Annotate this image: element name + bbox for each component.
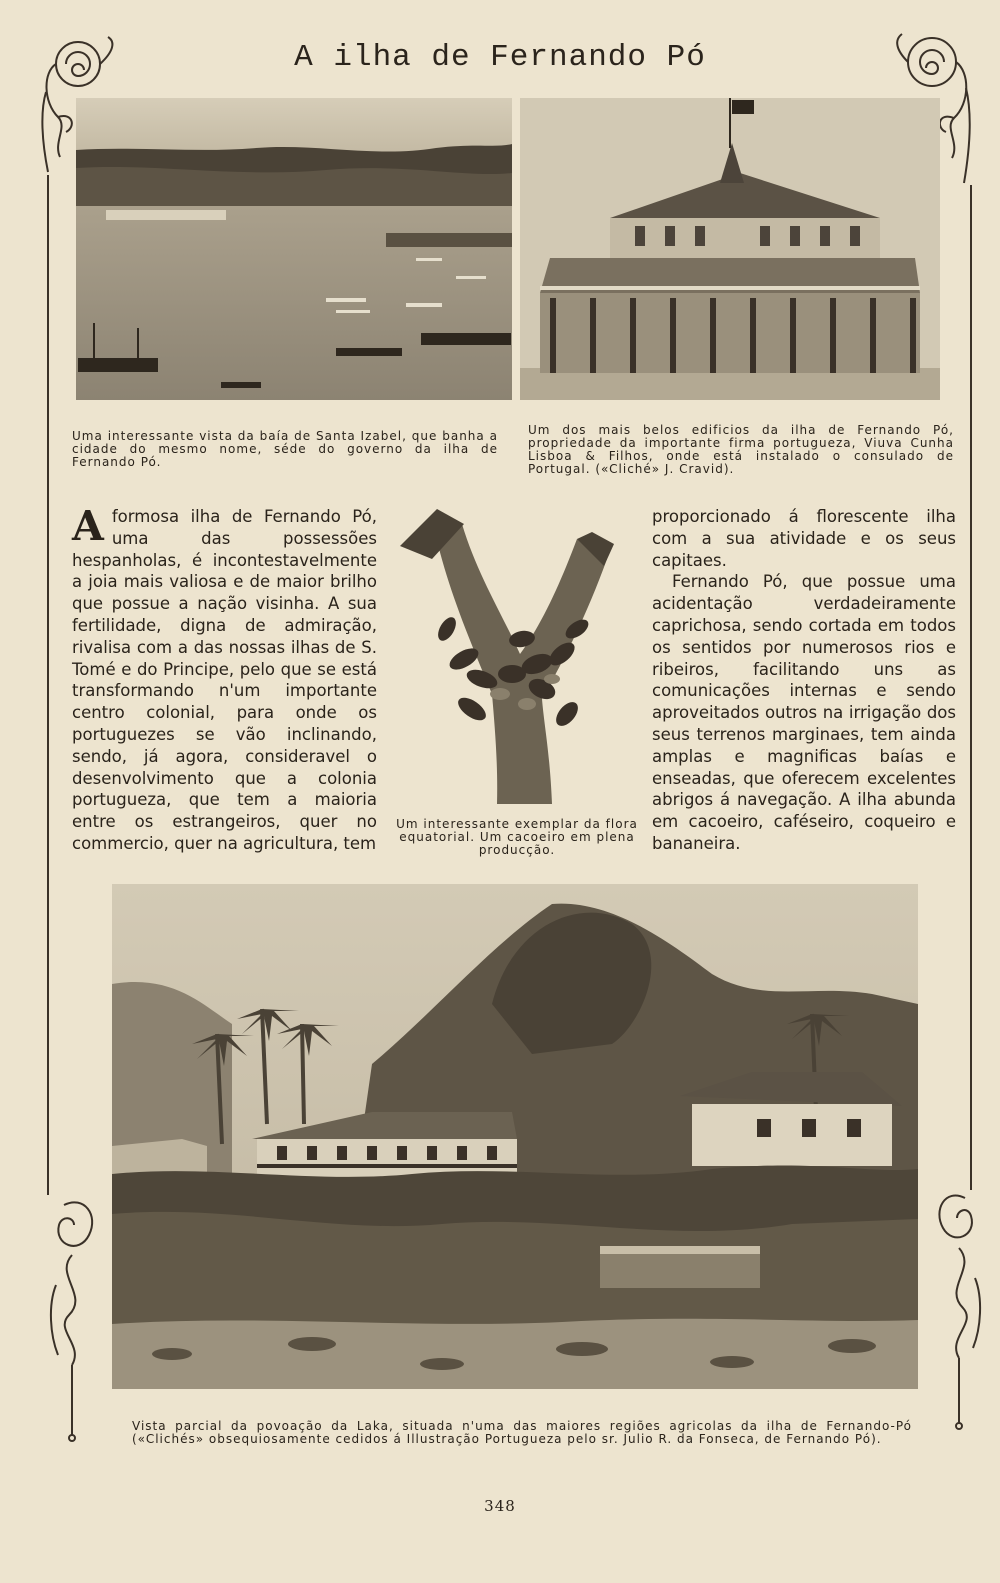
right-frame-rule [970, 185, 972, 1190]
article-right-paragraph-1: proporcionado á florescente ilha com a sua atividade e os seus capitaes. [652, 507, 956, 570]
bottom-right-ornament [935, 1188, 985, 1433]
building-caption: Um dos mais belos edificios da ilha de Fernando Pó, propriedade da importante firma portugueza, Viuva Cunha Lisboa & Filhos, onde está instalado o consulado de Portugal. («Cliché» J. Cravid). [528, 423, 954, 476]
article-left-column [72, 502, 377, 855]
bay-caption: Uma interessante vista da baía de Santa Izabel, que banha a cidade do mesmo nome, séde do governo da ilha de Fernando Pó. [72, 429, 498, 469]
drop-cap: A [72, 502, 104, 550]
bay-photo [76, 98, 512, 400]
page-number: 348 [484, 1497, 516, 1515]
laka-caption: Vista parcial da povoação da Laka, situada n'uma das maiores regiões agricolas da ilha de Fernando-Pó («Clichés» obsequiosamente cedidos á Illustração Portugueza pelo sr. Julio R. da Fonseca, de Fernando Pó). [132, 1419, 912, 1446]
cacao-caption: Um interessante exemplar da flora equatorial. Um cacoeiro em plena producção. [396, 817, 638, 857]
bottom-left-ornament [44, 1195, 100, 1445]
article-left-text: formosa ilha de Fernando Pó, uma das possessões hespanholas, é incontestavelmente a joia mais valiosa e de maior brilho que possue a nação visinha. A sua fertilidade, digna de admiração, rivalisa com a das nossas ilhas de S. Tomé e do Principe, pelo que se está transformando n'um importante centro colonial, para onde os portuguezes se vão inclinando, sendo, já agora, consideravel o desenvolvimento que a colonia portugueza, que tem a maioria entre os estrangeiros, quer no commercio, quer na agricultura, tem [72, 507, 377, 853]
building-photo [520, 98, 940, 400]
laka-photo [112, 884, 918, 1389]
left-frame-rule [47, 175, 49, 1195]
article-right-column [652, 506, 956, 855]
cacao-photo [392, 504, 622, 804]
article-right-paragraph-2: Fernando Pó, que possue uma acidentação verdadeiramente caprichosa, sendo cortada em todos os sentidos por numerosos rios e ribeiros, facilitando uns as comunicações internas e sendo aproveitados outros na irrigação dos seus terrenos marginaes, tem ainda amplas e magnificas baías e enseadas, que oferecem excelentes abrigos á navegação. A ilha abunda em cacoeiro, caféseiro, coqueiro e bananeira. [652, 572, 956, 853]
page-title: A ilha de Fernando Pó [294, 40, 706, 75]
